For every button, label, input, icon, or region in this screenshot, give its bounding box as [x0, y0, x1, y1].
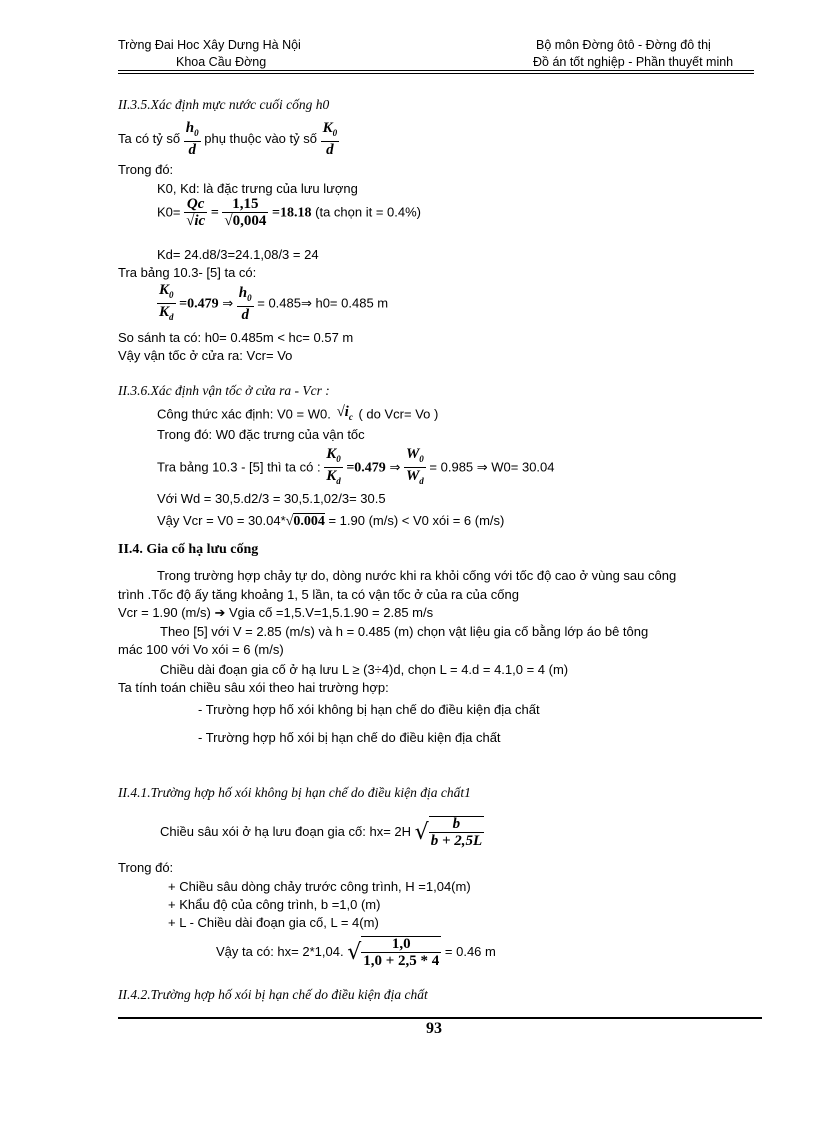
v0-formula-note: ( do Vcr= Vo ) — [358, 406, 439, 422]
section-title-4-2: II.4.2.Trường hợp hố xói bị hạn chế do điều kiện địa chất — [118, 987, 428, 1002]
h0-over-d-fraction: $\frac{h_0}{d}$ — [185, 120, 199, 158]
w0-over-wd-fraction: $\frac{W_0}{W_d}$ — [404, 447, 426, 489]
k0-formula: K0= $\frac{Qc}{√ic}$ = $\frac{1,15}{√0,004}$ =18.18 (ta chọn it = 0.4%) — [157, 196, 422, 229]
ratio-value-2: =0.479 — [346, 460, 386, 476]
num-115-fraction: $\frac{1,15}{√0,004}$ — [224, 196, 267, 229]
where-label-1: Trong đó: — [118, 162, 174, 177]
scour-result-text-a: Vậy ta có: hx= 2*1,04. — [216, 943, 344, 959]
ratio-value-1: =0.479 — [179, 296, 219, 312]
sqrt-ic: $√i_c$ — [336, 404, 353, 422]
comparison-line: So sánh ta có: h0= 0.485m < hc= 0.57 m — [118, 330, 354, 345]
param-b: + Khẩu độ của công trình, b =1,0 (m) — [168, 897, 381, 912]
para-line-2: trình .Tốc độ ấy tăng khoảng 1, 5 lần, ta có vận tốc ở của ra của cống — [118, 587, 519, 602]
para-line-5: mác 100 với Vo xói = 6 (m/s) — [118, 642, 284, 657]
h0-over-d-fraction-2: $\frac{h_0}{d}$ — [238, 284, 252, 323]
qc-over-sqrt-ic: $\frac{Qc}{√ic}$ — [186, 196, 206, 229]
k0-result: =18.18 — [272, 205, 312, 221]
header-school: Trờng Đai Hoc Xây Dưng Hà Nội — [118, 38, 301, 52]
k0-over-d-fraction: $\frac{K_0}{d}$ — [322, 120, 338, 158]
header-document-type: Đồ án tốt nghiệp - Phần thuyết minh — [533, 55, 734, 69]
section-title-3-5: II.3.5.Xác định mực nước cuối cống h0 — [118, 97, 330, 112]
ratio-text-b: phụ thuộc vào tỷ số — [204, 130, 317, 146]
scour-fraction: $\frac{b}{b + 2,5L}$ — [430, 816, 483, 849]
section-title-4-1: II.4.1.Trường hợp hố xói không bị hạn chế do điều kiện địa chất1 — [118, 785, 471, 800]
scour-result-fraction: $\frac{1,0}{1,0 + 2,5 * 4}$ — [363, 936, 440, 969]
w0-result: = 0.985 ⇒ W0= 30.04 — [429, 459, 555, 475]
where-label-2: Trong đó: — [118, 860, 174, 875]
scour-depth-formula: Chiều sâu xói ở hạ lưu đoạn gia cố: hx= 2H √ $\frac{b}{b + 2,5L}$ — [160, 816, 483, 849]
k-definition: K0, Kd: là đặc trưng của lưu lượng — [157, 181, 358, 196]
para-line-3: Vcr = 1.90 (m/s) ➔ Vgia cố =1,5.V=1,5.1.90 = 2.85 m/s — [118, 605, 434, 620]
para-line-6: Chiều dài đoạn gia cố ở hạ lưu L ≥ (3÷4)d, chọn L = 4.d = 4.1,0 = 4 (m) — [160, 662, 569, 677]
header-faculty: Khoa Cầu Đờng — [176, 55, 267, 69]
vcr-text-a: Vậy Vcr = V0 = 30.04* — [157, 513, 286, 528]
para-line-1: Trong trường hợp chảy tự do, dòng nước khi ra khỏi cống với tốc độ cao ở vùng sau công — [157, 568, 677, 583]
page-number: 93 — [426, 1020, 442, 1037]
case-item-2: - Trường hợp hố xói bị hạn chế do điều kiện địa chất — [198, 730, 501, 745]
vcr-text-b: = 1.90 (m/s) < V0 xói = 6 (m/s) — [328, 513, 505, 528]
sqrt-0004: √0.004 — [285, 514, 325, 529]
vcr-result-line — [157, 513, 504, 530]
footer-rule — [118, 1017, 762, 1019]
k0-prefix: K0= — [157, 204, 181, 220]
scour-result-text-b: = 0.46 m — [444, 943, 496, 959]
w-ratio-line: Tra bảng 10.3 - [5] thì ta có : $\frac{K_0}{K_d}$ =0.479 ⇒ $\frac{W_0}{W_d}$ = 0.985 ⇒ W0= 30.04 — [157, 447, 555, 489]
scour-depth-text: Chiều sâu xói ở hạ lưu đoạn gia cố: hx= 2H — [160, 823, 412, 839]
table-lookup-2: Tra bảng 10.3 - [5] thì ta có : — [157, 459, 321, 475]
ratio-text-a: Ta có tỷ số — [118, 130, 181, 146]
section-title-3-6: II.3.6.Xác định vận tốc ở cửa ra - Vcr : — [118, 383, 330, 398]
k0-over-kd-fraction: $\frac{K_0}{K_d}$ — [157, 283, 176, 325]
param-l: + L - Chiều dài đoạn gia cố, L = 4(m) — [168, 915, 379, 930]
para-line-7: Ta tính toán chiều sâu xói theo hai trường hợp: — [118, 680, 389, 695]
k-ratio-line: $\frac{K_0}{K_d}$ =0.479 ⇒ $\frac{h_0}{d}$ = 0.485⇒ h0= 0.485 m — [157, 283, 388, 325]
section-title-4: II.4. Gia cố hạ lưu cống — [118, 542, 259, 557]
header-rule — [118, 70, 754, 71]
v0-formula-text: Công thức xác định: V0 = W0. — [157, 406, 331, 422]
header-rule-2 — [118, 73, 754, 74]
kd-formula: Kd= 24.d8/3=24.1,08/3 = 24 — [157, 247, 319, 262]
k0-note: (ta chọn it = 0.4%) — [315, 204, 422, 220]
para-line-4: Theo [5] với V = 2.85 (m/s) và h = 0.485 (m) chọn vật liệu gia cố bằng lớp áo bê tông — [160, 624, 649, 639]
header-department: Bộ môn Đờng ôtô - Đờng đô thị — [536, 38, 711, 52]
ratio-line — [118, 121, 339, 158]
w0-definition: Trong đó: W0 đặc trưng của vận tốc — [157, 427, 365, 442]
scour-result-line: Vậy ta có: hx= 2*1,04. √ $\frac{1,0}{1,0 + 2,5 * 4}$ = 0.46 m — [216, 936, 496, 969]
case-item-1: - Trường hợp hố xói không bị hạn chế do điều kiện địa chất — [198, 702, 540, 717]
wd-formula: Với Wd = 30,5.d2/3 = 30,5.1,02/3= 30.5 — [157, 491, 386, 506]
velocity-conclusion: Vậy vận tốc ở cửa ra: Vcr= Vo — [118, 348, 293, 363]
param-h: + Chiều sâu dòng chảy trước công trình, H =1,04(m) — [168, 879, 471, 894]
h0-result: = 0.485⇒ h0= 0.485 m — [257, 295, 389, 311]
k0-over-kd-fraction-2: $\frac{K_0}{K_d}$ — [324, 447, 343, 489]
v0-formula — [157, 405, 438, 425]
table-lookup-1: Tra bảng 10.3- [5] ta có: — [118, 265, 257, 280]
